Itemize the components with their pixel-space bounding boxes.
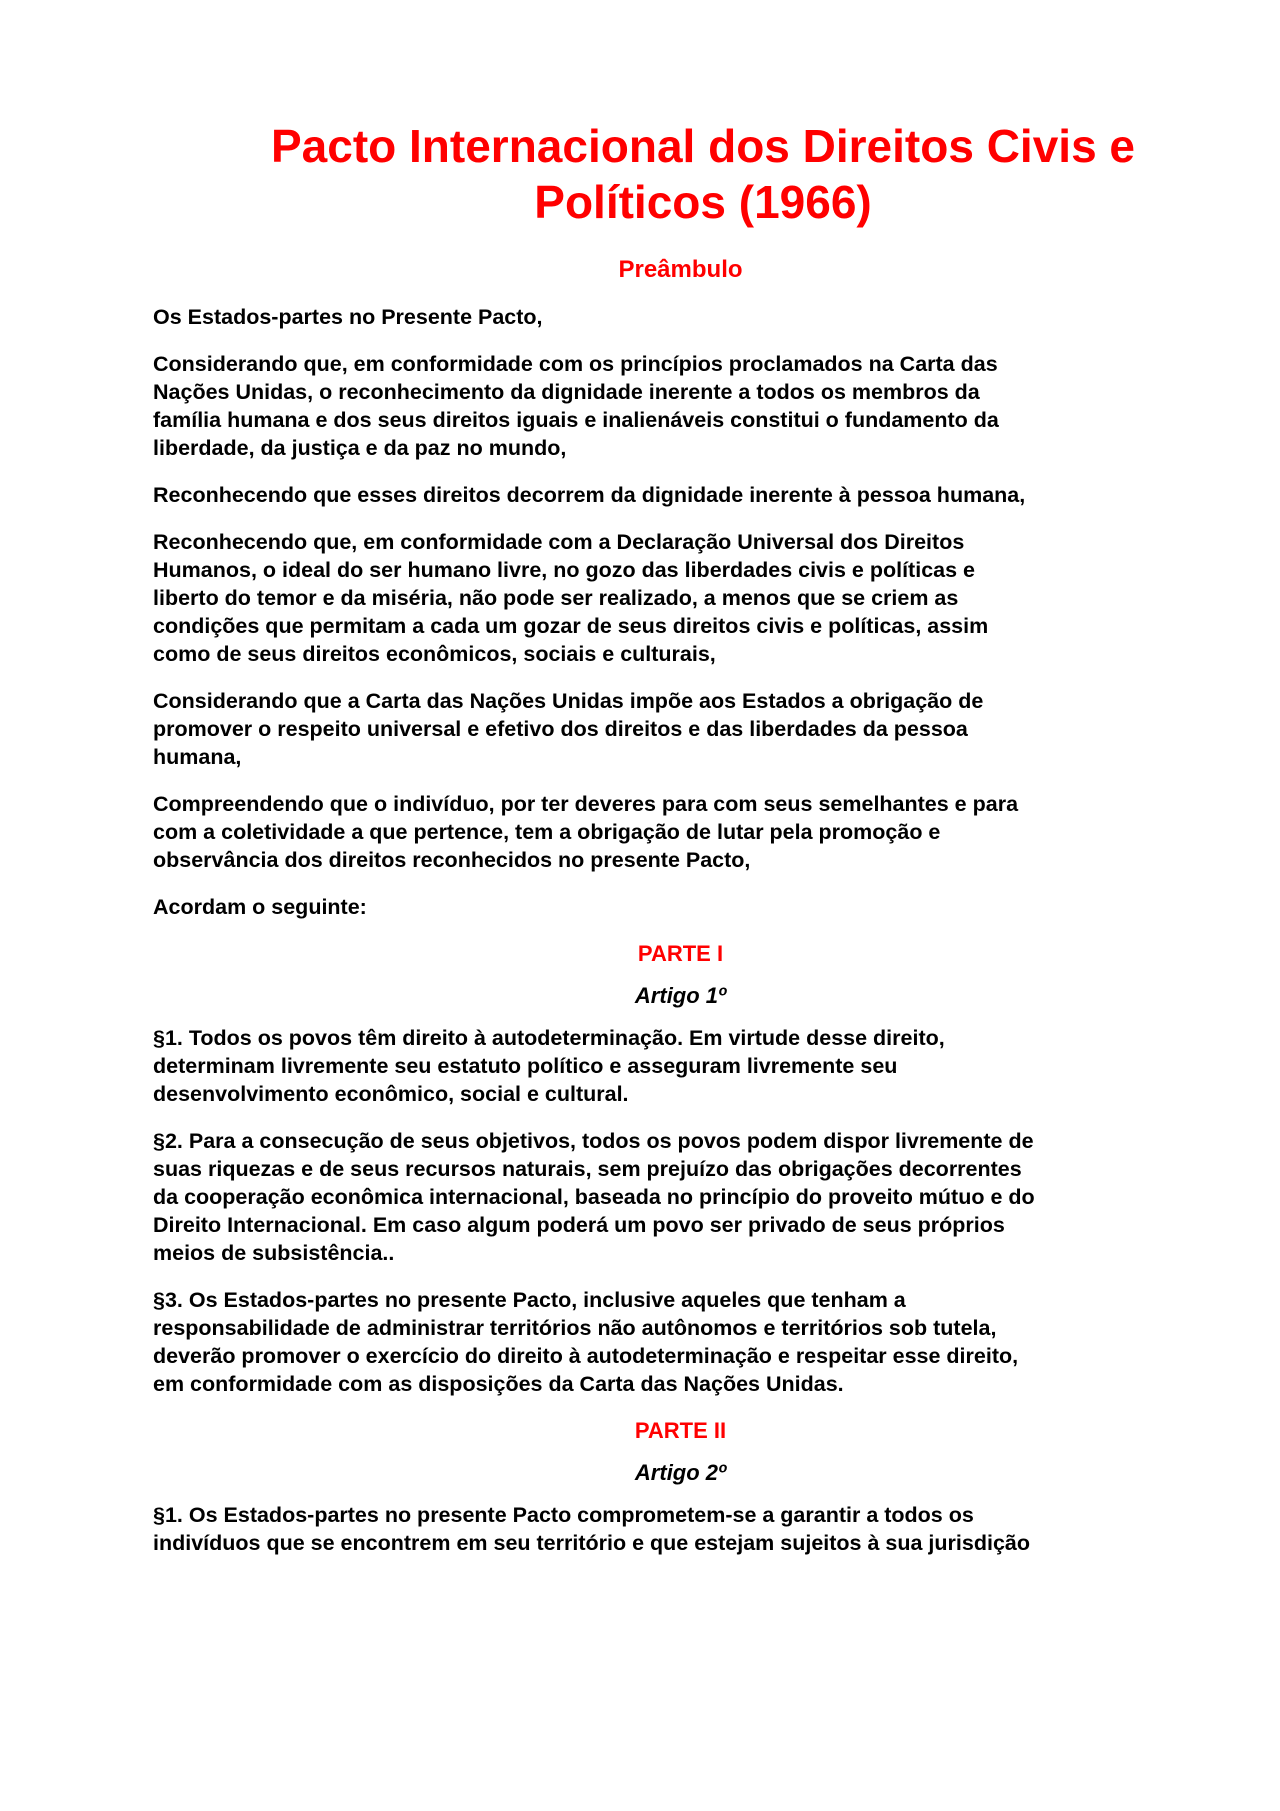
document-title: [198, 118, 1208, 230]
text-line: Reconhecendo que esses direitos decorrem da dignidade inerente à pessoa humana,: [153, 483, 1026, 507]
text-line: Considerando que a Carta das Nações Unidas impõe aos Estados a obrigação de: [153, 689, 984, 713]
article-paragraph: [153, 1286, 1208, 1398]
text-line: como de seus direitos econômicos, sociais e culturais,: [153, 642, 716, 666]
text-line: meios de subsistência..: [153, 1241, 395, 1265]
text-line: §1. Os Estados-partes no presente Pacto comprometem-se a garantir a todos os: [153, 1503, 974, 1527]
preamble-paragraph: [153, 687, 1208, 771]
part-heading: PARTE II: [634, 1418, 727, 1443]
text-line: com a coletividade a que pertence, tem a obrigação de lutar pela promoção e: [153, 820, 941, 844]
preamble-paragraph: [153, 528, 1208, 668]
part-heading: PARTE I: [637, 941, 724, 966]
preamble-paragraph: [153, 481, 1208, 509]
text-line: Acordam o seguinte:: [153, 895, 367, 919]
text-line: §2. Para a consecução de seus objetivos, todos os povos podem dispor livremente de: [153, 1129, 1034, 1153]
article-heading: Artigo 2º: [634, 1460, 727, 1485]
preamble-paragraph: [153, 893, 1208, 921]
article-paragraph: [153, 1501, 1208, 1557]
text-line: promover o respeito universal e efetivo dos direitos e das liberdades da pessoa: [153, 717, 968, 741]
article-heading: Artigo 1º: [634, 983, 727, 1008]
text-line: §3. Os Estados-partes no presente Pacto, inclusive aqueles que tenham a: [153, 1288, 906, 1312]
document-page: [153, 118, 1208, 1576]
title-line: Pacto Internacional dos Direitos Civis e: [270, 120, 1136, 172]
text-line: família humana e dos seus direitos iguais e inalienáveis constitui o fundamento da: [153, 408, 999, 432]
text-line: liberdade, da justiça e da paz no mundo,: [153, 436, 567, 460]
article-paragraph: [153, 1024, 1208, 1108]
text-line: humana,: [153, 745, 242, 769]
preamble-paragraph: [153, 790, 1208, 874]
text-line: Compreendendo que o indivíduo, por ter deveres para com seus semelhantes e para: [153, 792, 1019, 816]
title-line: Políticos (1966): [534, 176, 872, 228]
preamble-paragraph: [153, 350, 1208, 462]
text-line: suas riquezas e de seus recursos naturais, sem prejuízo das obrigações decorrentes: [153, 1157, 1022, 1181]
text-line: Direito Internacional. Em caso algum poderá um povo ser privado de seus próprios: [153, 1213, 1005, 1237]
text-line: Nações Unidas, o reconhecimento da dignidade inerente a todos os membros da: [153, 380, 980, 404]
text-line: Considerando que, em conformidade com os princípios proclamados na Carta das: [153, 352, 998, 376]
part-1-section: [153, 940, 1208, 1398]
text-line: Reconhecendo que, em conformidade com a Declaração Universal dos Direitos: [153, 530, 965, 554]
text-line: responsabilidade de administrar territórios não autônomos e territórios sob tutela,: [153, 1316, 997, 1340]
article-paragraph: [153, 1127, 1208, 1267]
text-line: em conformidade com as disposições da Carta das Nações Unidas.: [153, 1372, 844, 1396]
text-line: observância dos direitos reconhecidos no presente Pacto,: [153, 848, 751, 872]
text-line: desenvolvimento econômico, social e cultural.: [153, 1082, 629, 1106]
text-line: indivíduos que se encontrem em seu território e que estejam sujeitos à sua jurisdição: [153, 1531, 1030, 1555]
part-2-section: [153, 1417, 1208, 1557]
text-line: condições que permitam a cada um gozar de seus direitos civis e políticas, assim: [153, 614, 989, 638]
text-line: §1. Todos os povos têm direito à autodeterminação. Em virtude desse direito,: [153, 1026, 945, 1050]
text-line: deverão promover o exercício do direito à autodeterminação e respeitar esse direito,: [153, 1344, 1019, 1368]
text-line: Os Estados-partes no Presente Pacto,: [153, 305, 543, 329]
text-line: determinam livremente seu estatuto político e asseguram livremente seu: [153, 1054, 898, 1078]
preamble-paragraph: [153, 303, 1208, 331]
text-line: liberto do temor e da miséria, não pode ser realizado, a menos que se criem as: [153, 586, 959, 610]
preamble-heading: Preâmbulo: [618, 256, 743, 283]
text-line: Humanos, o ideal do ser humano livre, no gozo das liberdades civis e políticas e: [153, 558, 975, 582]
preamble-section: [153, 303, 1208, 921]
text-line: da cooperação econômica internacional, baseada no princípio do proveito mútuo e do: [153, 1185, 1035, 1209]
